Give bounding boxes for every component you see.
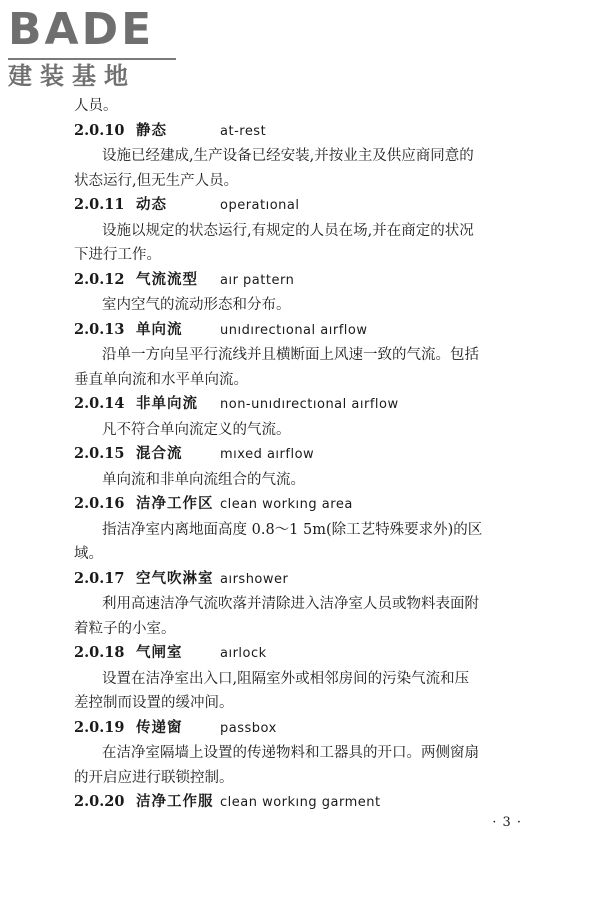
term-number: 2.0.15 xyxy=(74,445,125,462)
term-chinese: 气闸室 xyxy=(136,644,183,661)
term-definition-line: 设施以规定的状态运行,有规定的人员在场,并在商定的状况 xyxy=(102,222,474,239)
term-number: 2.0.10 xyxy=(74,121,125,139)
term-definition-line: 利用高速洁净气流吹落并清除进入洁净室人员或物料表面附 xyxy=(102,596,479,612)
term-heading xyxy=(74,268,534,294)
term-definition-line: 下进行工作。 xyxy=(74,247,161,263)
term-definition-line: 差控制而设置的缓冲间。 xyxy=(74,695,234,711)
term-entry xyxy=(74,716,534,791)
term-definition-line: 的开启应进行联锁控制。 xyxy=(74,769,234,786)
term-number: 2.0.18 xyxy=(74,644,125,661)
term-chinese: 洁净工作服 xyxy=(136,793,214,810)
term-number: 2.0.17 xyxy=(74,569,125,587)
bade-logo xyxy=(8,6,178,90)
term-english: aır pattern xyxy=(220,272,295,288)
term-entry xyxy=(74,442,534,492)
term-english: clean workıng area xyxy=(220,497,353,512)
term-heading xyxy=(74,716,534,742)
term-chinese: 混合流 xyxy=(136,445,183,462)
term-definition-line: 设置在洁净室出入口,阻隔室外或相邻房间的污染气流和压 xyxy=(102,670,470,687)
term-number: 2.0.20 xyxy=(74,793,125,810)
term-number: 2.0.13 xyxy=(74,320,125,338)
term-definition-line: 垂直单向流和水平单向流。 xyxy=(74,371,248,388)
term-chinese: 非单向流 xyxy=(136,395,198,412)
term-number: 2.0.12 xyxy=(74,270,125,288)
term-heading xyxy=(74,567,534,593)
term-english: unıdırectıonal aırflow xyxy=(220,322,368,338)
term-entry xyxy=(74,790,534,816)
term-definition-line: 沿单一方向呈平行流线并且横断面上风速一致的气流。包括 xyxy=(102,347,479,363)
term-chinese: 传递窗 xyxy=(136,718,183,736)
term-number: 2.0.11 xyxy=(74,196,125,213)
term-chinese: 静态 xyxy=(136,121,167,139)
term-definition-line: 着粒子的小室。 xyxy=(74,620,176,637)
term-heading xyxy=(74,641,534,667)
term-entry xyxy=(74,392,534,442)
term-list xyxy=(74,119,534,816)
term-heading xyxy=(74,492,534,518)
term-number: 2.0.16 xyxy=(74,495,125,512)
term-definition-line: 单向流和非单向流组合的气流。 xyxy=(102,471,305,488)
logo-wordmark: BADE xyxy=(8,4,155,55)
term-heading xyxy=(74,392,534,418)
term-definition-line: 在洁净室隔墙上设置的传递物料和工器具的开口。两侧窗扇 xyxy=(102,745,479,761)
term-chinese: 动态 xyxy=(136,196,167,213)
term-english: aırlock xyxy=(220,646,267,661)
term-definition-line: 域。 xyxy=(74,546,103,562)
term-entry xyxy=(74,641,534,716)
term-entry xyxy=(74,318,534,393)
term-entry xyxy=(74,119,534,194)
term-definition-line: 室内空气的流动形态和分布。 xyxy=(102,297,291,313)
term-entry xyxy=(74,492,534,567)
term-english: passbox xyxy=(220,720,277,736)
term-number: 2.0.19 xyxy=(74,718,125,736)
continuation-text: 人员。 xyxy=(74,98,118,114)
term-chinese: 气流流型 xyxy=(136,270,198,288)
term-definition-line: 凡不符合单向流定义的气流。 xyxy=(102,421,291,438)
logo-chinese-text: 建装基地 xyxy=(8,62,136,90)
term-english: mıxed aırflow xyxy=(220,447,315,462)
term-heading xyxy=(74,790,534,816)
term-entry xyxy=(74,193,534,268)
term-chinese: 空气吹淋室 xyxy=(136,569,214,587)
term-chinese: 洁净工作区 xyxy=(136,495,214,512)
term-number: 2.0.14 xyxy=(74,395,125,412)
document-body xyxy=(74,94,534,816)
term-heading xyxy=(74,193,534,219)
term-heading xyxy=(74,318,534,344)
term-english: clean workıng garment xyxy=(220,795,381,810)
term-definition-line: 状态运行,但无生产人员。 xyxy=(74,172,239,189)
term-english: aırshower xyxy=(220,571,289,587)
term-english: operatıonal xyxy=(220,198,300,213)
page-number: · 3 · xyxy=(492,815,522,830)
term-heading xyxy=(74,442,534,468)
term-definition-line: 设施已经建成,生产设备已经安装,并按业主及供应商同意的 xyxy=(102,148,474,164)
term-english: at-rest xyxy=(220,123,267,139)
logo-divider xyxy=(8,58,176,60)
term-chinese: 单向流 xyxy=(136,320,183,338)
term-definition-line: 指洁净室内离地面高度 0.8～1 5m(除工艺特殊要求外)的区 xyxy=(102,521,483,538)
term-entry xyxy=(74,567,534,642)
term-entry xyxy=(74,268,534,318)
term-english: non-unıdırectıonal aırflow xyxy=(220,397,399,412)
term-heading xyxy=(74,119,534,145)
